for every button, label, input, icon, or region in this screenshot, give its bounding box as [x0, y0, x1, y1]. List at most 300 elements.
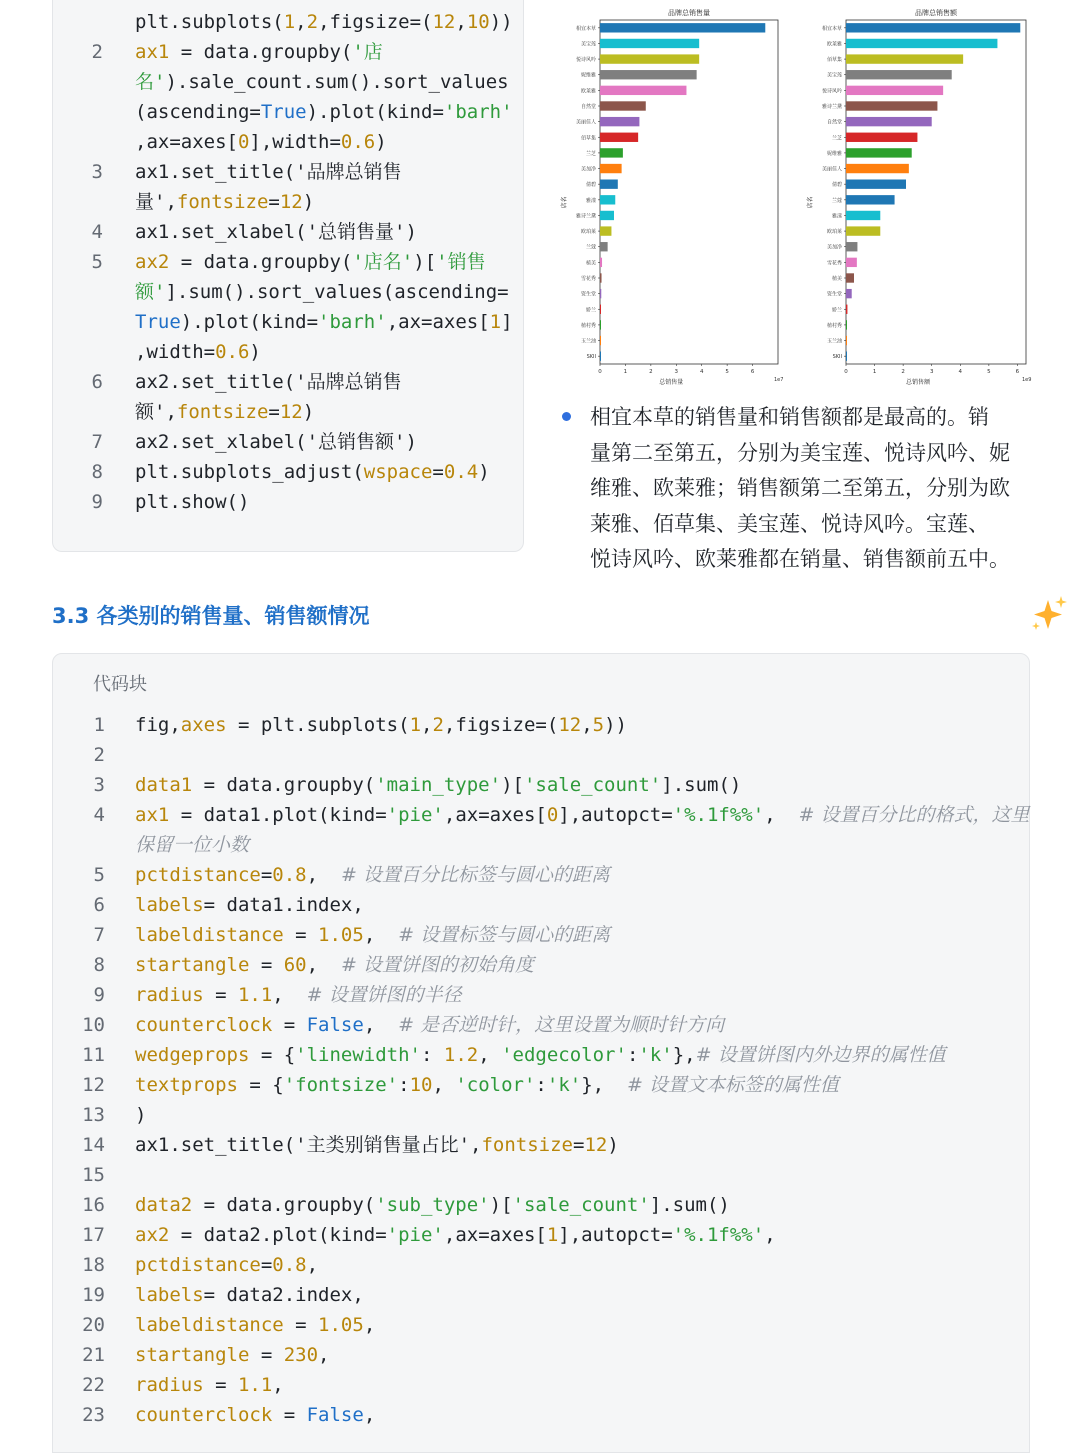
- line-number: 1: [93, 714, 105, 736]
- category-label: 欧珀莱: [580, 229, 596, 236]
- code-text: [135, 457, 490, 487]
- code-token: ax2: [135, 1224, 170, 1246]
- code-token: 230: [283, 1344, 319, 1366]
- bar: [600, 86, 686, 95]
- code-token: 12: [432, 11, 456, 33]
- code-token: ,width=: [135, 341, 216, 363]
- code-token: = data1.index,: [203, 894, 364, 916]
- code-token: 2: [306, 11, 319, 33]
- bar-chart-sales-amount: [806, 0, 1040, 392]
- x-tick-label: 3: [929, 369, 934, 375]
- category-label: 植村秀: [826, 322, 842, 329]
- code-token: 10: [409, 1074, 433, 1096]
- bar: [846, 351, 847, 360]
- code-token: ,ax=axes[: [443, 804, 547, 826]
- code-token: 1.05: [318, 1314, 364, 1336]
- bullet-dot: [562, 412, 571, 421]
- code-text: [135, 1280, 364, 1310]
- code-token: ): [607, 1134, 619, 1156]
- code-token: },: [672, 1044, 696, 1066]
- category-label: 兰芝: [831, 135, 842, 142]
- code-token: ): [478, 461, 490, 483]
- code-token: 0: [546, 804, 559, 826]
- code-text: [135, 1370, 284, 1400]
- code-token: )[: [489, 1194, 513, 1216]
- x-exponent: 1e9: [1022, 377, 1032, 383]
- code-token: 5: [592, 714, 605, 736]
- code-token: 'k': [546, 1074, 582, 1096]
- line-number: 7: [91, 431, 103, 453]
- category-label: 欧莱雅: [826, 41, 842, 48]
- category-label: 资生堂: [826, 291, 842, 298]
- code-token: 保留一位小数: [135, 834, 250, 856]
- code-token: '%.1f%%': [672, 804, 765, 826]
- x-tick-label: 6: [750, 369, 755, 375]
- line-number: 18: [82, 1254, 105, 1276]
- code-token: ): [302, 191, 315, 213]
- code-token: plt.subplots(: [135, 11, 284, 33]
- code-token: ,: [432, 1074, 456, 1096]
- x-tick-label: 0: [598, 369, 602, 375]
- code-token: =: [268, 191, 280, 213]
- code-token: ,: [295, 11, 307, 33]
- code-token: # 设置饼图的初始角度: [340, 954, 534, 976]
- bar: [600, 39, 699, 48]
- category-label: 自然堂: [826, 119, 842, 126]
- code-token: ,figsize=(: [318, 11, 433, 33]
- code-token: ax2.set_title('品牌总销售: [135, 371, 402, 393]
- code-token: =: [432, 461, 444, 483]
- code-token: ],autopct=: [558, 804, 673, 826]
- x-tick-label: 1: [872, 369, 877, 375]
- category-label: 兰芝: [585, 150, 596, 157]
- code-text: [135, 950, 534, 980]
- code-text: [135, 127, 387, 157]
- code-token: 1.2: [443, 1044, 479, 1066]
- line-number: 19: [82, 1284, 105, 1306]
- code-token: 'fontsize': [283, 1074, 399, 1096]
- code-token: 'sale_count': [523, 774, 662, 796]
- code-token: fig,: [135, 714, 181, 736]
- code-text: [135, 770, 741, 800]
- code-token: wspace: [363, 461, 433, 483]
- category-label: 兰蔻: [831, 197, 842, 204]
- code-token: 0.6: [340, 131, 376, 153]
- code-token: ,: [764, 804, 799, 826]
- code-token: True: [135, 311, 181, 333]
- code-token: 1: [489, 311, 502, 333]
- code-text: [135, 1010, 724, 1040]
- code-token: ax2: [135, 251, 170, 273]
- category-label: SKII: [832, 354, 842, 361]
- code-token: (ascending=: [135, 101, 261, 123]
- bottom-code-block: [52, 653, 1030, 1453]
- code-token: # 设置饼图的半径: [306, 984, 462, 1006]
- top-code-block: [52, 0, 524, 552]
- code-text: [135, 1130, 619, 1160]
- bar: [846, 101, 937, 110]
- code-token: ,: [306, 1254, 319, 1276]
- code-token: ,: [363, 1314, 376, 1336]
- x-tick-label: 3: [674, 369, 679, 375]
- bar: [846, 70, 952, 79]
- code-token: 量',: [135, 191, 177, 213]
- bar: [600, 23, 765, 32]
- code-token: ,: [272, 984, 307, 1006]
- code-token: = data.groupby(: [192, 774, 376, 796]
- code-token: )): [489, 11, 513, 33]
- line-number: 8: [91, 461, 103, 483]
- line-number: 2: [91, 41, 103, 63]
- line-number: 5: [91, 251, 103, 273]
- category-label: 雪花秀: [580, 276, 596, 282]
- code-token: },: [581, 1074, 627, 1096]
- code-token: ).plot(kind=: [306, 101, 444, 123]
- code-token: ,: [306, 954, 341, 976]
- code-text: [135, 1310, 375, 1340]
- code-text: [135, 217, 417, 247]
- code-token: ,ax=axes[: [386, 311, 490, 333]
- bar: [600, 351, 601, 360]
- code-token: ,: [363, 924, 399, 946]
- code-text: [135, 397, 314, 427]
- code-token: :: [535, 1074, 547, 1096]
- bar: [600, 133, 638, 142]
- code-token: 1: [283, 11, 296, 33]
- bar: [846, 54, 963, 63]
- line-number: 22: [82, 1374, 105, 1396]
- code-token: 'linewidth': [295, 1044, 421, 1066]
- bar: [846, 148, 912, 157]
- code-token: ]: [501, 311, 513, 333]
- x-tick-label: 1: [623, 369, 628, 375]
- code-text: [135, 97, 513, 127]
- line-number: 7: [93, 924, 105, 946]
- x-tick-label: 0: [844, 369, 848, 375]
- code-token: :: [398, 1074, 410, 1096]
- code-token: 额',: [135, 401, 177, 423]
- code-text: [135, 890, 364, 920]
- code-token: 'barh': [318, 311, 387, 333]
- paragraph-line: 维雅、欧莱雅；销售额第二至第五，分别为欧: [590, 476, 1010, 500]
- category-label: 美宝莲: [826, 72, 842, 79]
- y-axis-label: 店名: [561, 196, 568, 209]
- section-heading: 3.3 各类别的销售量、销售额情况: [52, 604, 370, 628]
- code-token: 12: [584, 1134, 608, 1156]
- bar: [600, 117, 639, 126]
- code-token: 额': [135, 281, 166, 303]
- code-token: '店: [352, 41, 383, 63]
- x-tick-label: 5: [987, 369, 991, 375]
- code-text: [135, 247, 486, 277]
- line-number: 15: [82, 1164, 105, 1186]
- code-token: = data.groupby(: [169, 41, 353, 63]
- code-text: [135, 1400, 375, 1430]
- code-token: labeldistance: [135, 1314, 284, 1336]
- category-label: 雅诗兰黛: [821, 104, 842, 110]
- line-number: 9: [91, 491, 103, 513]
- code-text: [135, 1340, 330, 1370]
- code-token: =: [283, 1314, 319, 1336]
- code-token: counterclock: [135, 1014, 273, 1036]
- code-token: plt.subplots_adjust(: [135, 461, 364, 483]
- category-label: 妮维雅: [826, 150, 842, 157]
- line-number: 9: [93, 984, 105, 1006]
- code-token: startangle: [135, 1344, 250, 1366]
- code-token: 'k': [638, 1044, 673, 1066]
- bar: [600, 289, 601, 298]
- code-token: ): [375, 131, 387, 153]
- code-token: ,ax=axes[: [443, 1224, 547, 1246]
- category-label: 雅漾: [585, 197, 596, 204]
- code-token: radius: [135, 1374, 204, 1396]
- code-text: [135, 860, 610, 890]
- code-token: 1.1: [237, 1374, 273, 1396]
- bar: [600, 226, 611, 235]
- code-text: [135, 67, 509, 97]
- code-token: ,ax=axes[: [135, 131, 238, 153]
- code-token: ],autopct=: [558, 1224, 673, 1246]
- code-token: :: [626, 1044, 639, 1066]
- line-number: 23: [82, 1404, 105, 1426]
- code-token: :: [421, 1044, 444, 1066]
- category-label: 佰草集: [826, 57, 842, 64]
- sparkle-icon[interactable]: [1028, 594, 1070, 636]
- bar: [846, 226, 880, 235]
- code-token: 0.4: [443, 461, 479, 483]
- code-token: 'sub_type': [375, 1194, 490, 1216]
- analysis-paragraph: [590, 400, 1040, 578]
- code-token: ).sale_count.sum().sort_values: [165, 71, 509, 93]
- code-token: counterclock: [135, 1404, 273, 1426]
- bar: [600, 273, 602, 282]
- code-token: plt.show(): [135, 491, 250, 513]
- code-token: =: [272, 1014, 307, 1036]
- category-label: 悦诗风吟: [575, 57, 596, 64]
- category-label: 倩碧: [831, 182, 842, 189]
- code-token: ): [135, 1104, 147, 1126]
- x-tick-label: 5: [725, 369, 729, 375]
- code-text: [135, 1220, 776, 1250]
- category-label: 美加净: [826, 244, 842, 251]
- code-token: = data2.plot(kind=: [169, 1224, 387, 1246]
- code-token: = {: [249, 1044, 296, 1066]
- code-text: [135, 427, 417, 457]
- category-label: 雅诗兰黛: [575, 213, 596, 220]
- paragraph-line: 悦诗风吟、欧莱雅都在销量、销售额前五中。: [590, 547, 1010, 571]
- code-token: ,: [318, 1344, 330, 1366]
- code-token: )[: [501, 774, 524, 796]
- code-token: True: [260, 101, 307, 123]
- code-token: =: [572, 1134, 585, 1156]
- code-token: # 设置标签与圆心的距离: [398, 924, 611, 946]
- code-token: ax2.set_xlabel('总销售额'): [135, 431, 417, 453]
- x-tick-label: 6: [1015, 369, 1020, 375]
- bar: [846, 39, 997, 48]
- line-number: 6: [93, 894, 105, 916]
- code-token: 2: [432, 714, 444, 736]
- bar: [600, 148, 623, 157]
- code-text: [135, 1250, 318, 1280]
- chart-title: 品牌总销售量: [668, 9, 710, 17]
- x-axis-label: 总销售量: [659, 379, 684, 386]
- code-text: [135, 800, 1029, 830]
- paragraph-line: 相宜本草的销售量和销售额都是最高的。销: [590, 405, 989, 429]
- code-token: # 是否逆时针，这里设置为顺时针方向: [398, 1014, 725, 1036]
- code-token: = data.groupby(: [192, 1194, 376, 1216]
- category-label: 妮维雅: [580, 72, 596, 79]
- code-token: = {: [237, 1074, 284, 1096]
- line-number: 12: [82, 1074, 105, 1096]
- bar: [846, 336, 847, 345]
- paragraph-line: 量第二至第五，分别为美宝莲、悦诗风吟、妮: [590, 440, 1010, 465]
- code-block-label: 代码块: [93, 674, 147, 695]
- line-number: 14: [82, 1134, 105, 1156]
- code-token: labeldistance: [135, 924, 284, 946]
- x-axis-label: 总销售额: [905, 379, 931, 386]
- code-token: =: [268, 401, 280, 423]
- category-label: 植村秀: [580, 322, 596, 329]
- code-token: 12: [558, 714, 582, 736]
- code-text: [135, 337, 261, 367]
- line-number: 11: [82, 1044, 105, 1066]
- code-token: 10: [466, 11, 490, 33]
- bar: [846, 133, 917, 142]
- code-token: 'sale_count': [512, 1194, 650, 1216]
- bar: [600, 320, 601, 329]
- code-token: =: [260, 864, 273, 886]
- bar: [846, 179, 906, 188]
- code-token: pctdistance: [135, 864, 261, 886]
- x-exponent: 1e7: [774, 377, 784, 383]
- line-number: 3: [91, 161, 103, 183]
- paragraph-line: 莱雅、佰草集、美宝莲、悦诗风吟。宝莲、: [590, 511, 989, 536]
- code-token: = data.groupby(: [169, 251, 353, 273]
- code-text: [135, 980, 462, 1010]
- code-text: [135, 920, 610, 950]
- code-token: ].sum().sort_values(ascending=: [165, 281, 509, 303]
- code-text: [135, 307, 513, 337]
- line-number: 6: [91, 371, 103, 393]
- code-token: ,: [478, 1044, 502, 1066]
- x-tick-label: 2: [649, 369, 653, 375]
- code-token: 12: [279, 401, 303, 423]
- line-number: 2: [93, 744, 105, 766]
- code-token: ax1: [135, 804, 170, 826]
- line-number: 21: [82, 1344, 105, 1366]
- line-number: 10: [82, 1014, 105, 1036]
- code-token: 'barh': [443, 101, 513, 123]
- code-token: 0: [237, 131, 250, 153]
- bar: [846, 305, 847, 314]
- code-token: 60: [283, 954, 307, 976]
- bar: [846, 273, 854, 282]
- code-token: ax1: [135, 41, 170, 63]
- code-text: [135, 157, 402, 187]
- x-tick-label: 4: [958, 369, 963, 375]
- code-token: )): [604, 714, 627, 736]
- y-axis-label: 店名: [807, 196, 814, 209]
- code-token: ].sum(): [661, 774, 742, 796]
- category-label: 美丽佳人: [821, 166, 842, 173]
- bar: [846, 23, 1020, 32]
- code-text: [135, 37, 383, 67]
- category-label: 玉兰油: [580, 338, 596, 345]
- code-token: ,: [764, 1224, 776, 1246]
- code-token: ,: [363, 1014, 399, 1036]
- category-label: 兰蔻: [585, 244, 596, 251]
- code-text: [135, 367, 402, 397]
- code-token: ,: [363, 1404, 376, 1426]
- code-token: ax1.set_title('品牌总销售: [135, 161, 402, 183]
- category-label: 娇兰: [585, 307, 596, 314]
- code-token: =: [249, 954, 284, 976]
- line-number: 16: [82, 1194, 105, 1216]
- code-token: ,figsize=(: [443, 714, 559, 736]
- code-token: radius: [135, 984, 204, 1006]
- code-token: 1: [409, 714, 422, 736]
- code-token: 0.6: [215, 341, 250, 363]
- code-token: 1.1: [237, 984, 273, 1006]
- bar: [600, 242, 608, 251]
- code-text: [135, 1100, 146, 1130]
- code-token: ,: [581, 714, 593, 736]
- code-token: textprops: [135, 1074, 238, 1096]
- code-token: 0.8: [272, 1254, 307, 1276]
- code-token: =: [283, 924, 319, 946]
- code-token: 'color': [455, 1074, 536, 1096]
- bar: [600, 211, 614, 220]
- bar: [846, 258, 857, 267]
- code-token: axes: [180, 714, 227, 736]
- code-token: ,: [421, 714, 433, 736]
- code-token: '销售: [436, 251, 486, 273]
- code-token: '店名': [352, 251, 414, 273]
- code-token: fontsize: [176, 401, 269, 423]
- category-label: 美丽佳人: [575, 119, 596, 126]
- bar: [846, 242, 857, 251]
- x-tick-label: 2: [901, 369, 905, 375]
- category-label: 欧珀莱: [826, 229, 842, 236]
- bar: [846, 211, 880, 220]
- code-token: pctdistance: [135, 1254, 261, 1276]
- bar-chart-sales-count: [560, 0, 792, 392]
- code-token: wedgeprops: [135, 1044, 250, 1066]
- code-token: '%.1f%%': [672, 1224, 765, 1246]
- category-label: 相宜本草: [575, 25, 596, 32]
- code-text: [135, 830, 249, 860]
- x-tick-label: 4: [699, 369, 704, 375]
- code-token: ax1.set_title('主类别销售量占比',: [135, 1134, 482, 1156]
- category-label: SKII: [586, 354, 596, 361]
- bar: [600, 70, 697, 79]
- code-text: [135, 7, 513, 37]
- code-token: ].sum(): [649, 1194, 730, 1216]
- line-number: 20: [82, 1314, 105, 1336]
- code-token: 0.8: [272, 864, 307, 886]
- category-label: 雪花秀: [826, 260, 842, 267]
- code-token: 1: [546, 1224, 559, 1246]
- code-token: ): [302, 401, 315, 423]
- code-token: ).plot(kind=: [180, 311, 319, 333]
- code-token: 1.05: [318, 924, 364, 946]
- code-token: fontsize: [176, 191, 269, 213]
- category-label: 欧莱雅: [580, 88, 596, 95]
- bar: [600, 195, 615, 204]
- code-token: = plt.subplots(: [226, 714, 410, 736]
- code-token: False: [306, 1014, 364, 1036]
- category-label: 美宝莲: [580, 41, 596, 48]
